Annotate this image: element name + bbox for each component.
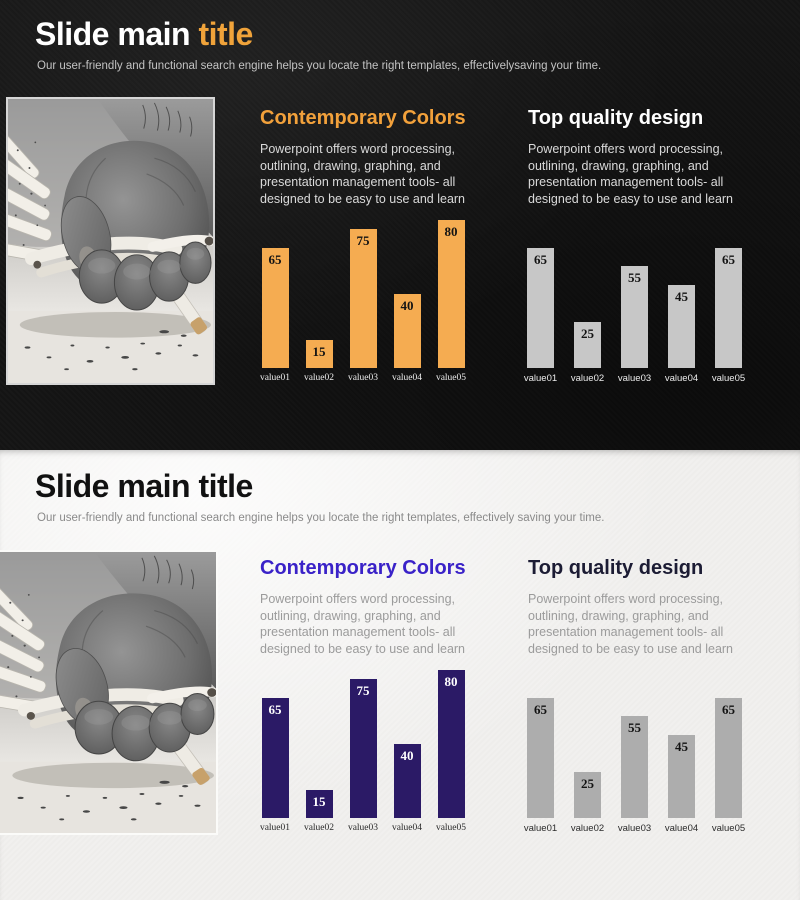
bar-value-label: 55 bbox=[628, 720, 641, 735]
bar-value-label: 65 bbox=[268, 252, 282, 267]
column-body: Powerpoint offers word processing, outlining, drawing, graphing, and presentation management tools- all designed to be easy to use and learn bbox=[260, 592, 466, 656]
bar-track bbox=[527, 214, 554, 368]
bar-value02 bbox=[306, 340, 333, 368]
category-label: value01 bbox=[259, 823, 291, 833]
bar-chart-dark-left bbox=[253, 214, 473, 383]
bar-value-label: 65 bbox=[534, 252, 547, 267]
bar-chart-dark-right bbox=[517, 214, 752, 384]
bar-track bbox=[306, 214, 333, 368]
bar-value-label: 15 bbox=[312, 344, 326, 359]
category-label: value03 bbox=[347, 823, 379, 833]
bar-value05 bbox=[438, 220, 465, 368]
category-label: value01 bbox=[523, 373, 558, 384]
bar-track bbox=[621, 664, 648, 818]
column-heading: Top quality design bbox=[528, 107, 704, 129]
bar-track bbox=[668, 214, 695, 368]
category-label: value04 bbox=[664, 823, 699, 834]
category-label: value04 bbox=[664, 373, 699, 384]
category-label: value05 bbox=[711, 823, 746, 834]
column-body: Powerpoint offers word processing, outlining, drawing, graphing, and presentation management tools- all designed to be easy to use and learn bbox=[528, 142, 734, 206]
bar-value02 bbox=[574, 322, 601, 368]
chart-column bbox=[705, 664, 752, 834]
bar-track bbox=[262, 664, 289, 818]
chart-column bbox=[611, 214, 658, 384]
crushed-cigarettes-illustration bbox=[8, 99, 213, 383]
column-heading: Top quality design bbox=[528, 557, 704, 579]
bar-track bbox=[668, 664, 695, 818]
crushed-cigarettes-photo bbox=[6, 97, 215, 385]
chart-column bbox=[658, 664, 705, 834]
chart-column bbox=[611, 664, 658, 834]
bar-value-label: 55 bbox=[628, 270, 641, 285]
bar-value03 bbox=[350, 229, 377, 368]
bar-chart-light-left bbox=[253, 664, 473, 833]
column-body: Powerpoint offers word processing, outlining, drawing, graphing, and presentation management tools- all designed to be easy to use and learn bbox=[528, 592, 734, 656]
category-label: value03 bbox=[347, 373, 379, 383]
category-label: value02 bbox=[303, 823, 335, 833]
chart-column bbox=[658, 214, 705, 384]
bar-track bbox=[350, 664, 377, 818]
bar-value-label: 40 bbox=[400, 748, 414, 763]
crushed-cigarettes-illustration bbox=[0, 552, 216, 833]
chart-column bbox=[517, 214, 564, 384]
chart-column bbox=[297, 214, 341, 383]
chart-column bbox=[564, 664, 611, 834]
chart-column bbox=[385, 664, 429, 833]
bar-chart-light-right bbox=[517, 664, 752, 834]
bar-value-label: 80 bbox=[444, 674, 458, 689]
slide-title bbox=[35, 468, 253, 505]
chart-column bbox=[341, 214, 385, 383]
chart-column bbox=[253, 664, 297, 833]
chart-column bbox=[705, 214, 752, 384]
category-label: value05 bbox=[435, 823, 467, 833]
bar-value-label: 25 bbox=[581, 326, 594, 341]
chart-column bbox=[517, 664, 564, 834]
bar-track bbox=[621, 214, 648, 368]
bar-value-label: 75 bbox=[356, 233, 370, 248]
bar-track bbox=[527, 664, 554, 818]
slide-title-accent: title bbox=[198, 16, 253, 52]
bar-track bbox=[394, 664, 421, 818]
column-heading: Contemporary Colors bbox=[260, 107, 466, 129]
category-label: value05 bbox=[711, 373, 746, 384]
chart-column bbox=[253, 214, 297, 383]
bar-value04 bbox=[394, 744, 421, 818]
column-top-quality-design bbox=[528, 557, 752, 658]
column-contemporary-colors bbox=[260, 107, 484, 208]
column-heading: Contemporary Colors bbox=[260, 557, 466, 579]
bar-value-label: 65 bbox=[722, 702, 735, 717]
category-label: value04 bbox=[391, 823, 423, 833]
bar-value05 bbox=[715, 248, 742, 368]
bar-track bbox=[574, 214, 601, 368]
bar-track bbox=[438, 664, 465, 818]
chart-column bbox=[341, 664, 385, 833]
bar-value01 bbox=[527, 248, 554, 368]
bar-value-label: 15 bbox=[312, 794, 326, 809]
bar-value01 bbox=[262, 698, 289, 818]
slide-light bbox=[0, 450, 800, 900]
bar-value04 bbox=[668, 285, 695, 368]
slide-title-main: Slide main title bbox=[35, 468, 253, 504]
bar-value-label: 65 bbox=[534, 702, 547, 717]
chart-column bbox=[429, 214, 473, 383]
bar-value-label: 25 bbox=[581, 776, 594, 791]
column-contemporary-colors bbox=[260, 557, 484, 658]
bar-track bbox=[438, 214, 465, 368]
bar-value01 bbox=[262, 248, 289, 368]
bar-track bbox=[715, 664, 742, 818]
category-label: value02 bbox=[303, 373, 335, 383]
bar-value03 bbox=[350, 679, 377, 818]
column-body: Powerpoint offers word processing, outlining, drawing, graphing, and presentation management tools- all designed to be easy to use and learn bbox=[260, 142, 466, 206]
bar-track bbox=[262, 214, 289, 368]
slide-subtitle: Our user-friendly and functional search engine helps you locate the right templates, effectivelysaving your time. bbox=[37, 60, 602, 72]
chart-column bbox=[297, 664, 341, 833]
chart-column bbox=[429, 664, 473, 833]
bar-value-label: 45 bbox=[675, 289, 688, 304]
bar-value-label: 75 bbox=[356, 683, 370, 698]
bar-track bbox=[350, 214, 377, 368]
category-label: value03 bbox=[617, 823, 652, 834]
category-label: value02 bbox=[570, 373, 605, 384]
bar-value-label: 45 bbox=[675, 739, 688, 754]
bar-value-label: 40 bbox=[400, 298, 414, 313]
bar-track bbox=[574, 664, 601, 818]
bar-value05 bbox=[715, 698, 742, 818]
bar-track bbox=[394, 214, 421, 368]
chart-column bbox=[385, 214, 429, 383]
chart-column bbox=[564, 214, 611, 384]
column-top-quality-design bbox=[528, 107, 752, 208]
category-label: value05 bbox=[435, 373, 467, 383]
bar-value-label: 65 bbox=[268, 702, 282, 717]
bar-value03 bbox=[621, 716, 648, 818]
bar-value03 bbox=[621, 266, 648, 368]
slide-title-main: Slide main bbox=[35, 16, 199, 52]
category-label: value01 bbox=[523, 823, 558, 834]
bar-value02 bbox=[306, 790, 333, 818]
slide-subtitle: Our user-friendly and functional search engine helps you locate the right templates, effectively saving your time. bbox=[37, 512, 605, 524]
bar-value04 bbox=[668, 735, 695, 818]
category-label: value04 bbox=[391, 373, 423, 383]
bar-track bbox=[715, 214, 742, 368]
bar-value-label: 80 bbox=[444, 224, 458, 239]
category-label: value03 bbox=[617, 373, 652, 384]
bar-value05 bbox=[438, 670, 465, 818]
bar-value02 bbox=[574, 772, 601, 818]
category-label: value01 bbox=[259, 373, 291, 383]
category-label: value02 bbox=[570, 823, 605, 834]
bar-value-label: 65 bbox=[722, 252, 735, 267]
bar-value01 bbox=[527, 698, 554, 818]
slide-title bbox=[35, 16, 253, 53]
crushed-cigarettes-photo bbox=[0, 550, 218, 835]
bar-track bbox=[306, 664, 333, 818]
bar-value04 bbox=[394, 294, 421, 368]
